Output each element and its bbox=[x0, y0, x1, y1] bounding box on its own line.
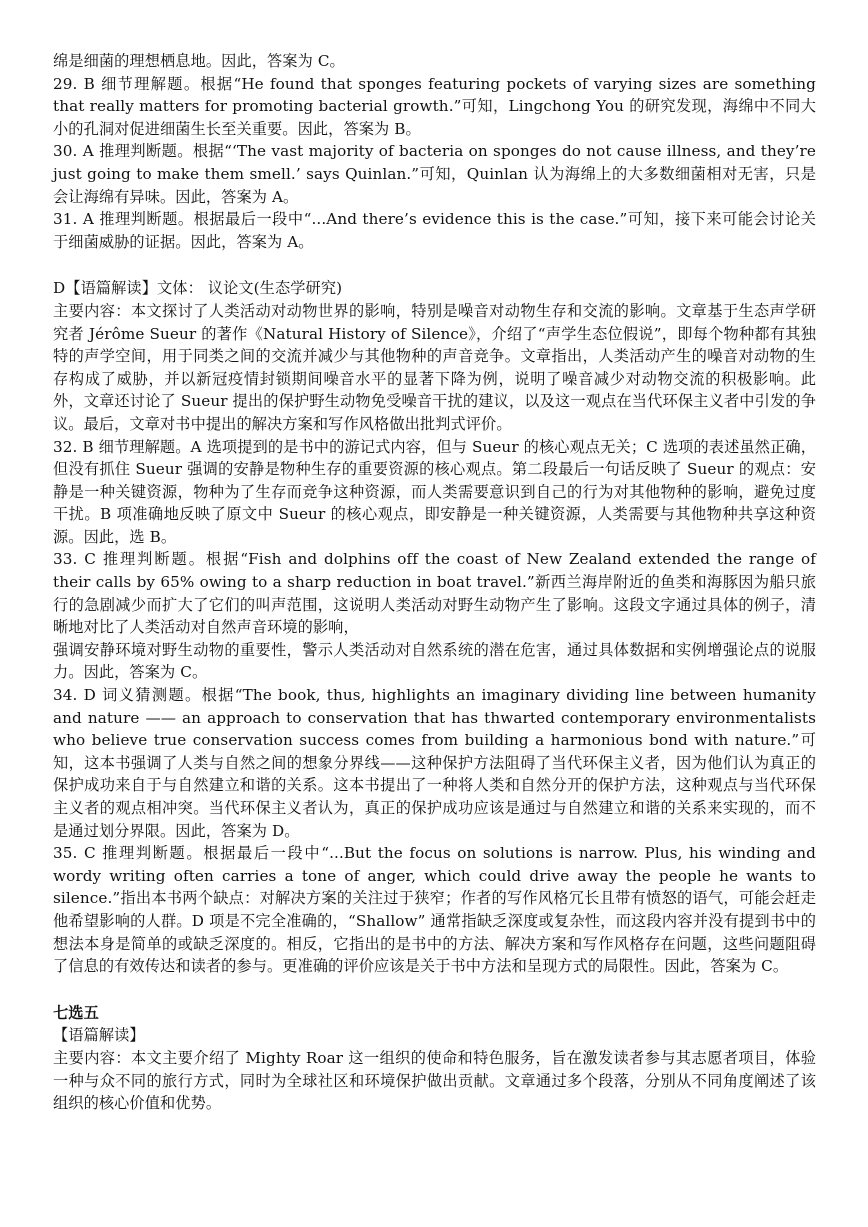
discourse-reading-header: 【语篇解读】 bbox=[53, 1026, 145, 1045]
answer-30: 30. A 推理判断题。根据“‘The vast majority of bacteria on sponges do not cause illness, and they’re just going to make them smell.’ says Quinlan.”可知，Quinlan 认为海绵上的大多数细菌相对无害，只是会让海绵有异味。因此，答案为 A。 bbox=[53, 142, 816, 206]
answer-32: 32. B 细节理解题。A 选项提到的是书中的游记式内容，但与 Sueur 的核心观点无关；C 选项的表述虽然正确，但没有抓住 Sueur 强调的安静是物种生存的重要资源的核心观点。第二段最后一句话反映了 Sueur 的观点：安静是一种关键资源，物种为了生存而竞争这种资源，而人类需要意识到自己的行为对其他物种的影响，避免过度干扰。B 项准确地反映了原文中 Sueur 的核心观点，即安静是一种关键资源，人类需要与其他物种共享这种资源。因此，选 B。 bbox=[53, 437, 816, 546]
section-d-summary: 主要内容：本文探讨了人类活动对动物世界的影响，特别是噪音对动物生存和交流的影响。文章基于生态声学研究者 Jérôme Sueur 的著作《Natural History of Silence》，介绍了“声学生态位假说”，即每个物种都有其独特的声学空间，用于同类之间的交流并减少与其他物种的声音竞争。文章指出，人类活动产生的噪音对动物的生存构成了威胁，并以新冠疫情封锁期间噪音水平的显著下降为例，说明了噪音减少对动物交流的积极影响。此外，文章还讨论了 Sueur 提出的保护野生动物免受噪音干扰的建议，以及这一观点在当代环保主义者中引发的争议。最后，文章对书中提出的解决方案和写作风格做出批判式评价。 bbox=[53, 301, 816, 433]
answer-34: 34. D 词义猜测题。根据“The book, thus, highlights an imaginary dividing line between humanity and nature —— an approach to conservation that has thwarted contemporary environmentalists who believe true conservation success comes from building a harmonious bond with nature.”可知，这本书强调了人类与自然之间的想象分界线——这种保护方法阻碍了当代环保主义者，因为他们认为真正的保护成功来自于与自然建立和谐的关系。这本书提出了一种将人类和自然分开的保护方法，这种观点与当代环保主义者的观点相冲突。当代环保主义者认为，真正的保护成功应该是通过与自然建立和谐的关系来实现的，而不是通过划分界限。因此，答案为 D。 bbox=[53, 686, 816, 840]
answer-33-part2: 强调安静环境对野生动物的重要性，警示人类活动对自然系统的潜在危害，通过具体数据和实例增强论点的说服力。因此，答案为 C。 bbox=[53, 640, 816, 682]
answer-35: 35. C 推理判断题。根据最后一段中“...But the focus on solutions is narrow. Plus, his winding and wordy writing often carries a tone of anger, which could drive away the people he wants to silence.”指出本书两个缺点：对解决方案的关注过于狭窄；作者的写作风格冗长且带有愤怒的语气，可能会赶走他希望影响的人群。D 项是不完全准确的，“Shallow” 通常指缺乏深度或复杂性，而这段内容并没有提到书中的想法本身是简单的或缺乏深度的。相反，它指出的是书中的方法、解决方案和写作风格存在问题，这些问题阻碍了信息的有效传达和读者的参与。更准确的评价应该是关于书中方法和呈现方式的局限性。因此，答案为 C。 bbox=[53, 844, 816, 976]
section-gap bbox=[53, 978, 816, 1002]
seven-choose-five-summary: 主要内容：本文主要介绍了 Mighty Roar 这一组织的使命和特色服务，旨在激发读者参与其志愿者项目，体验一种与众不同的旅行方式，同时为全球社区和环境保护做出贡献。文章通过多个段落，分别从不同角度阐述了该组织的核心价值和优势。 bbox=[53, 1048, 816, 1113]
section-d-header: D【语篇解读】文体： 议论文(生态学研究) bbox=[53, 279, 343, 298]
answer-31: 31. A 推理判断题。根据最后一段中“...And there’s evidence this is the case.”可知，接下来可能会讨论关于细菌威胁的证据。因此，答案为 A。 bbox=[53, 210, 816, 251]
section-seven-choose-five-title: 七选五 bbox=[53, 1003, 99, 1022]
answer-33-part1: 33. C 推理判断题。根据“Fish and dolphins off the coast of New Zealand extended the range of their calls by 65% owing to a sharp reduction in boat travel.”新西兰海岸附近的鱼类和海豚因为船只旅行的急剧减少而扩大了它们的叫声范围，这说明人类活动对野生动物产生了影响。这段文字通过具体的例子，清晰地对比了人类活动对自然声音环境的影响， bbox=[53, 550, 816, 637]
section-gap bbox=[53, 253, 816, 277]
answer-29: 29. B 细节理解题。根据“He found that sponges featuring pockets of varying sizes are something that really matters for promoting bacterial growth.”可知，Lingchong You 的研究发现，海绵中不同大小的孔洞对促进细菌生长至关重要。因此，答案为 B。 bbox=[53, 74, 816, 138]
paragraph-28-tail: 绵是细菌的理想栖息地。因此，答案为 C。 bbox=[53, 52, 345, 70]
